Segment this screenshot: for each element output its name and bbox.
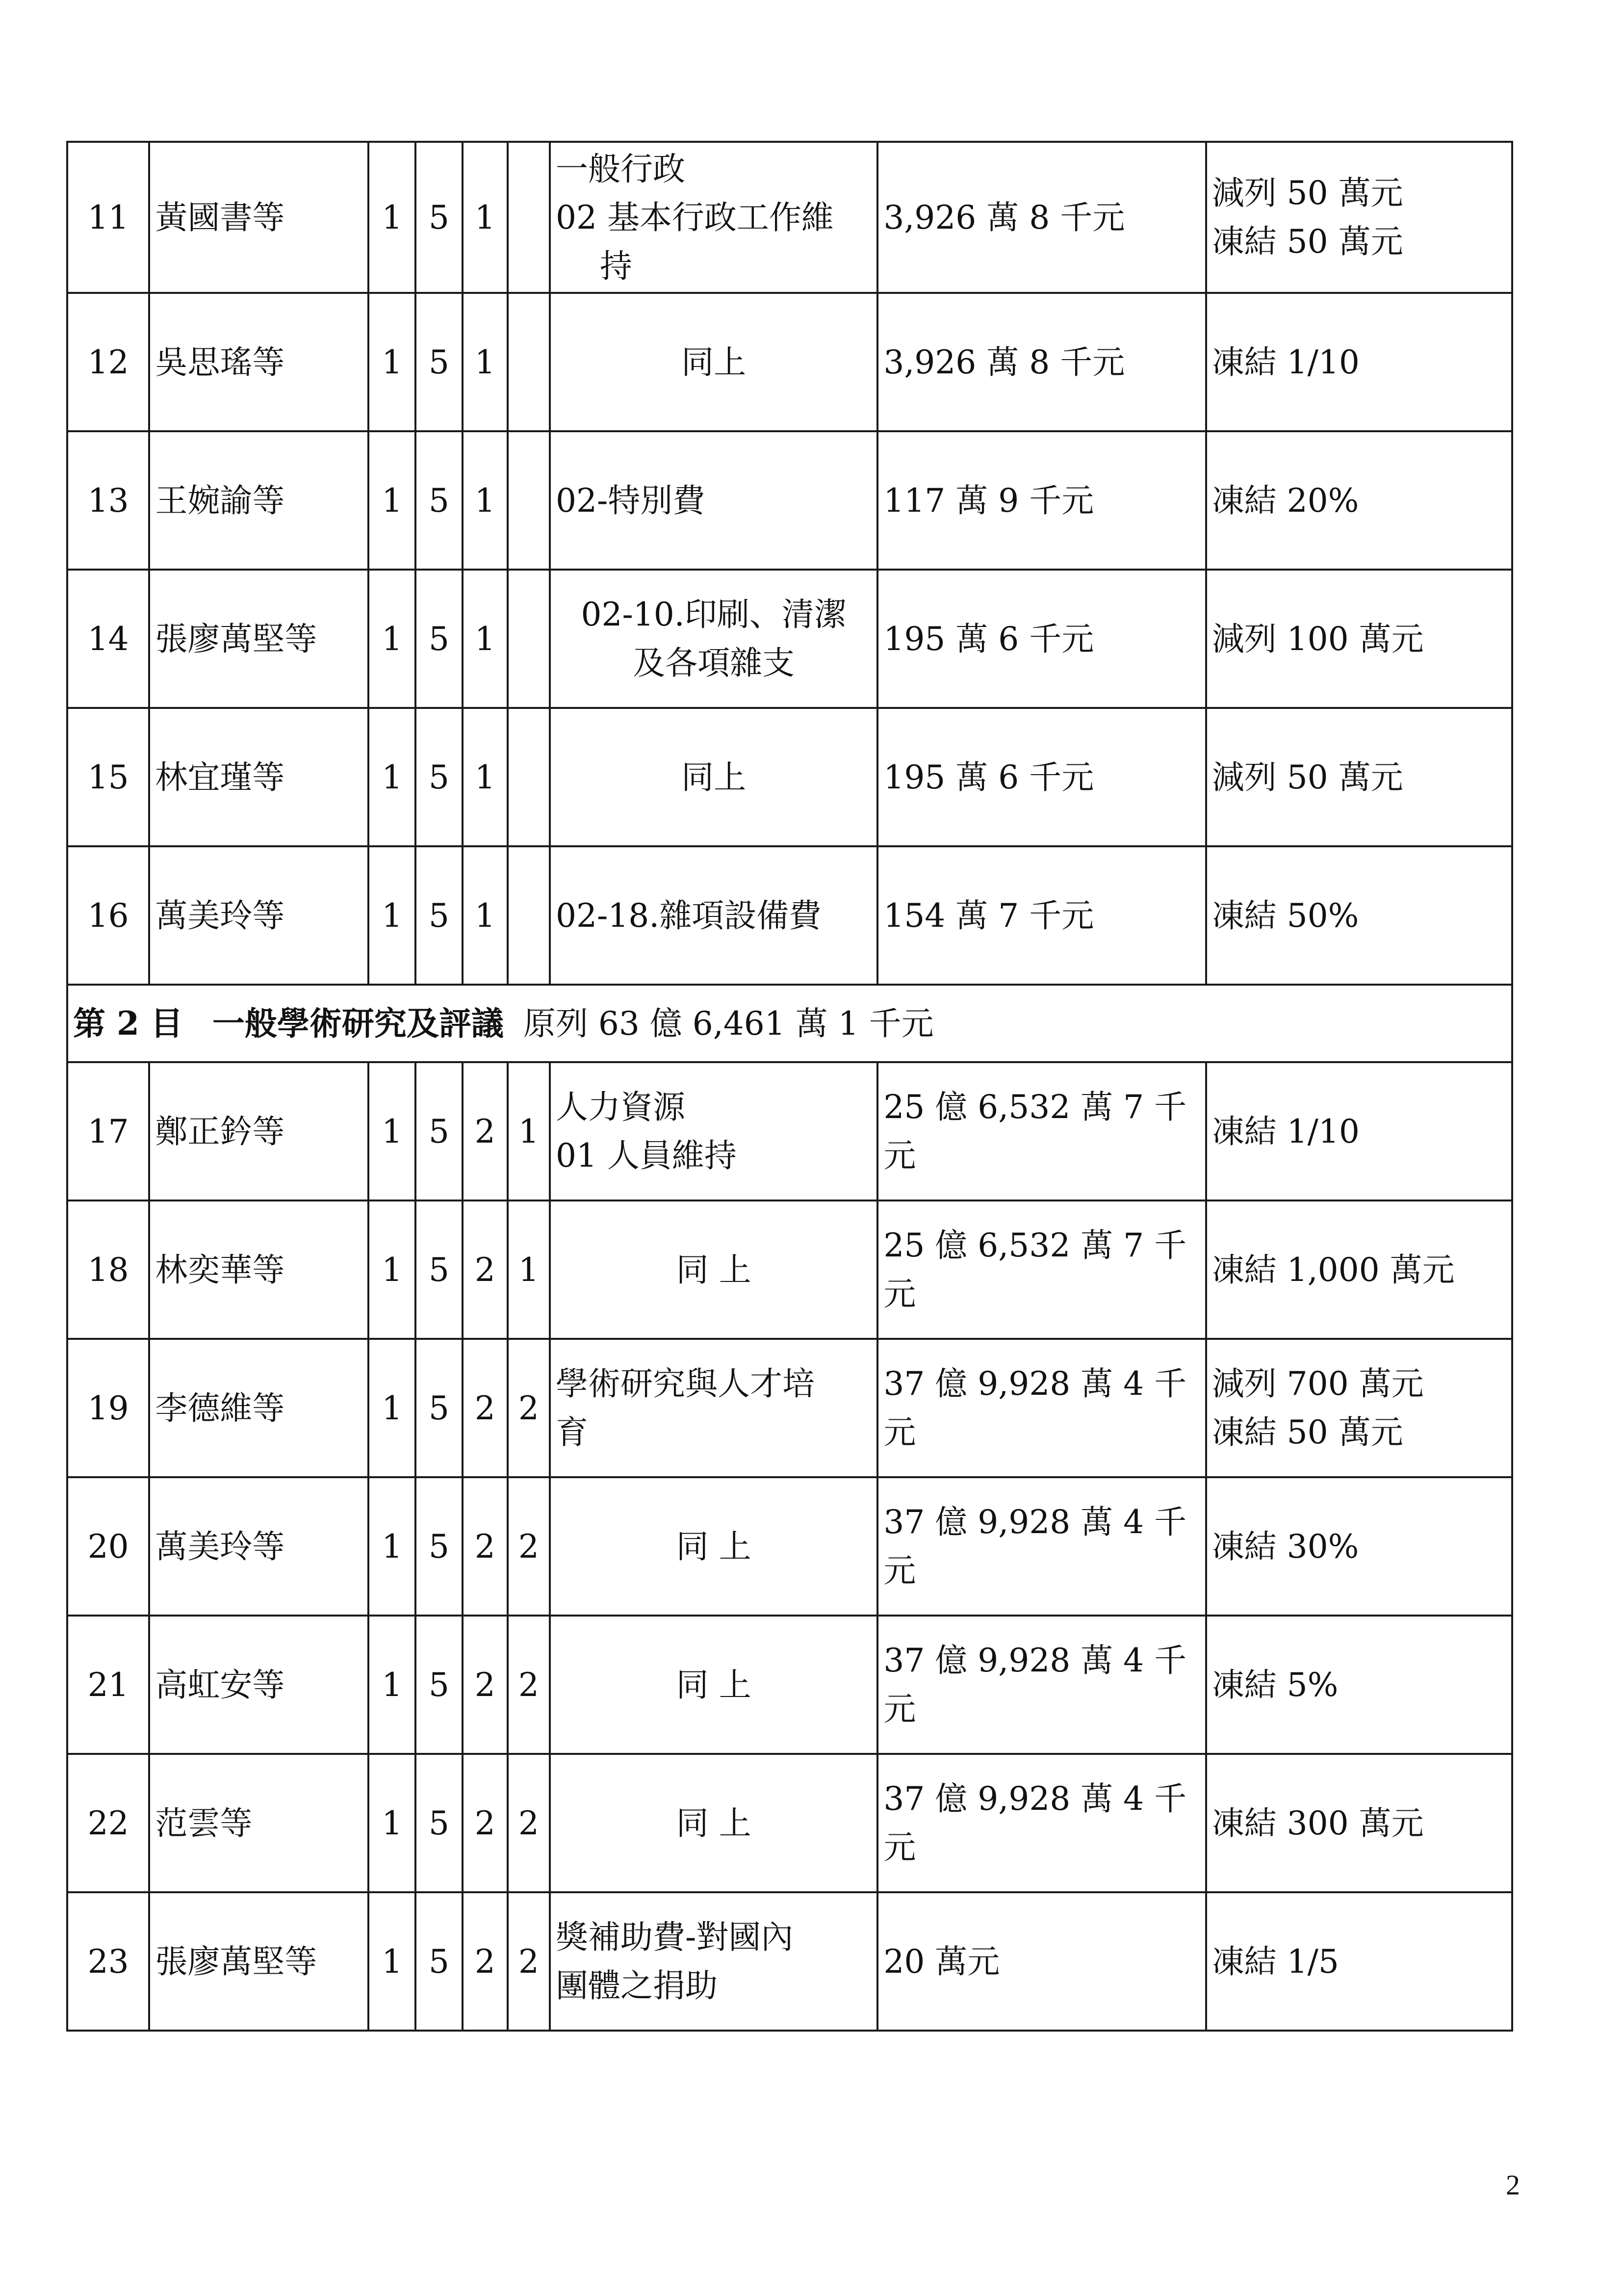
budget-amount — [877, 1200, 1206, 1339]
budget-resolution-table — [66, 141, 1513, 2032]
code-level-3: 1 — [463, 846, 508, 985]
budget-item-line: 育 — [555, 1413, 588, 1451]
code-level-2: 5 — [415, 142, 462, 293]
proposer-name: 范雲等 — [149, 1754, 368, 1892]
budget-item-line: 01 人員維持 — [555, 1137, 737, 1174]
table-body-after-section — [67, 1062, 1512, 2031]
code-level-1: 1 — [368, 142, 415, 293]
code-level-2: 5 — [415, 1477, 462, 1616]
code-level-3: 1 — [463, 708, 508, 846]
budget-amount-line: 20 萬元 — [883, 1942, 1000, 1981]
resolution-line: 凍結 1/10 — [1212, 343, 1360, 381]
budget-item-line: 同上 — [681, 758, 747, 796]
code-level-3: 2 — [463, 1477, 508, 1616]
code-level-2: 5 — [415, 1200, 462, 1339]
row-number: 23 — [67, 1892, 149, 2031]
proposer-name: 萬美玲等 — [149, 1477, 368, 1616]
table-row — [67, 1616, 1512, 1754]
budget-item-line: 一般行政 — [555, 150, 685, 188]
code-level-4: 2 — [508, 1616, 550, 1754]
code-level-2: 5 — [415, 846, 462, 985]
budget-item — [550, 1200, 877, 1339]
budget-item-line: 學術研究與人才培 — [555, 1365, 815, 1403]
code-level-1: 1 — [368, 1616, 415, 1754]
resolution-line: 凍結 1/10 — [1212, 1112, 1360, 1150]
section-header-body — [67, 985, 1512, 1062]
code-level-1: 1 — [368, 431, 415, 570]
code-level-4: 1 — [508, 1062, 550, 1200]
budget-item-line: 團體之捐助 — [555, 1967, 718, 2005]
code-level-3: 2 — [463, 1616, 508, 1754]
code-level-2: 5 — [415, 1062, 462, 1200]
table-row — [67, 293, 1512, 431]
proposer-name: 林奕華等 — [149, 1200, 368, 1339]
row-number: 12 — [67, 293, 149, 431]
resolution — [1206, 1754, 1512, 1892]
budget-item-line: 02 基本行政工作維 — [555, 198, 834, 236]
row-number: 19 — [67, 1339, 149, 1477]
budget-item — [550, 1062, 877, 1200]
section-label: 第 2 目 — [73, 1004, 183, 1043]
budget-amount — [877, 431, 1206, 570]
budget-amount-line: 37 億 9,928 萬 4 千 — [883, 1365, 1187, 1403]
code-level-3: 1 — [463, 293, 508, 431]
code-level-1: 1 — [368, 1754, 415, 1892]
table-row — [67, 846, 1512, 985]
budget-amount-line: 37 億 9,928 萬 4 千 — [883, 1642, 1187, 1679]
row-number: 11 — [67, 142, 149, 293]
proposer-name: 萬美玲等 — [149, 846, 368, 985]
resolution-line: 減列 50 萬元 — [1212, 758, 1403, 796]
resolution-line: 凍結 300 萬元 — [1212, 1804, 1424, 1842]
code-level-4 — [508, 142, 550, 293]
code-level-2: 5 — [415, 1892, 462, 2031]
proposer-name: 林宜瑾等 — [149, 708, 368, 846]
budget-item-line: 持 — [599, 247, 632, 285]
table-row — [67, 1754, 1512, 1892]
budget-amount — [877, 846, 1206, 985]
row-number: 17 — [67, 1062, 149, 1200]
code-level-2: 5 — [415, 1339, 462, 1477]
budget-item-line: 同上 — [681, 343, 747, 381]
budget-amount-line: 元 — [883, 1690, 916, 1728]
code-level-4 — [508, 570, 550, 708]
code-level-4 — [508, 293, 550, 431]
resolution-line: 減列 700 萬元 — [1212, 1365, 1424, 1403]
code-level-2: 5 — [415, 431, 462, 570]
budget-item-line: 02-18.雜項設備費 — [555, 896, 822, 935]
proposer-name: 黃國書等 — [149, 142, 368, 293]
code-level-1: 1 — [368, 1200, 415, 1339]
code-level-1: 1 — [368, 1339, 415, 1477]
budget-item-line: 同 上 — [676, 1251, 751, 1289]
budget-item-line: 獎補助費-對國內 — [555, 1918, 794, 1956]
budget-amount-line: 3,926 萬 8 千元 — [883, 198, 1125, 236]
proposer-name: 吳思瑤等 — [149, 293, 368, 431]
resolution-line: 凍結 5% — [1212, 1666, 1339, 1704]
code-level-2: 5 — [415, 293, 462, 431]
budget-amount-line: 元 — [883, 1828, 916, 1866]
budget-amount-line: 元 — [883, 1137, 916, 1174]
row-number: 18 — [67, 1200, 149, 1339]
resolution — [1206, 1616, 1512, 1754]
budget-item — [550, 1616, 877, 1754]
code-level-2: 5 — [415, 1754, 462, 1892]
code-level-4: 2 — [508, 1754, 550, 1892]
code-level-1: 1 — [368, 570, 415, 708]
budget-amount-line: 154 萬 7 千元 — [883, 896, 1094, 935]
resolution — [1206, 1477, 1512, 1616]
budget-item — [550, 570, 877, 708]
table-row — [67, 1892, 1512, 2031]
proposer-name: 張廖萬堅等 — [149, 570, 368, 708]
budget-amount — [877, 708, 1206, 846]
resolution-line: 減列 100 萬元 — [1212, 620, 1424, 658]
budget-item — [550, 1754, 877, 1892]
budget-amount — [877, 1477, 1206, 1616]
budget-amount — [877, 570, 1206, 708]
budget-item — [550, 431, 877, 570]
row-number: 22 — [67, 1754, 149, 1892]
table-row — [67, 1200, 1512, 1339]
budget-amount — [877, 1062, 1206, 1200]
budget-item — [550, 1477, 877, 1616]
code-level-1: 1 — [368, 293, 415, 431]
code-level-4 — [508, 846, 550, 985]
section-header-cell — [67, 985, 1512, 1062]
budget-item-line: 及各項雜支 — [633, 644, 795, 682]
budget-amount — [877, 1339, 1206, 1477]
budget-item — [550, 293, 877, 431]
code-level-4: 2 — [508, 1339, 550, 1477]
code-level-3: 1 — [463, 431, 508, 570]
budget-amount-line: 37 億 9,928 萬 4 千 — [883, 1780, 1187, 1818]
budget-amount-line: 37 億 9,928 萬 4 千 — [883, 1503, 1187, 1541]
resolution — [1206, 142, 1512, 293]
budget-amount-line: 25 億 6,532 萬 7 千 — [883, 1226, 1187, 1264]
code-level-3: 2 — [463, 1892, 508, 2031]
budget-item — [550, 708, 877, 846]
budget-item — [550, 142, 877, 293]
code-level-1: 1 — [368, 1477, 415, 1616]
budget-amount-line: 195 萬 6 千元 — [883, 620, 1094, 658]
table-row — [67, 570, 1512, 708]
resolution — [1206, 708, 1512, 846]
budget-amount — [877, 1754, 1206, 1892]
resolution-line: 凍結 1,000 萬元 — [1212, 1251, 1455, 1289]
resolution — [1206, 570, 1512, 708]
table-body-before-section — [67, 142, 1512, 985]
code-level-1: 1 — [368, 846, 415, 985]
budget-item-line: 同 上 — [676, 1804, 751, 1842]
code-level-3: 2 — [463, 1339, 508, 1477]
section-original-amount: 原列 63 億 6,461 萬 1 千元 — [523, 1004, 934, 1043]
resolution — [1206, 431, 1512, 570]
resolution-line: 凍結 20% — [1212, 481, 1359, 520]
code-level-3: 2 — [463, 1200, 508, 1339]
proposer-name: 王婉諭等 — [149, 431, 368, 570]
budget-amount — [877, 1616, 1206, 1754]
table-row — [67, 708, 1512, 846]
resolution-line: 凍結 50 萬元 — [1212, 223, 1403, 261]
page-number: 2 — [1506, 2169, 1520, 2201]
budget-item — [550, 846, 877, 985]
resolution — [1206, 1892, 1512, 2031]
budget-item-line: 02-10.印刷、清潔 — [581, 596, 847, 633]
resolution — [1206, 1062, 1512, 1200]
budget-amount — [877, 293, 1206, 431]
budget-amount-line: 元 — [883, 1275, 916, 1313]
table-row — [67, 142, 1512, 293]
budget-item-line: 同 上 — [676, 1527, 751, 1565]
proposer-name: 高虹安等 — [149, 1616, 368, 1754]
row-number: 20 — [67, 1477, 149, 1616]
proposer-name: 李德維等 — [149, 1339, 368, 1477]
budget-amount-line: 117 萬 9 千元 — [883, 481, 1094, 520]
budget-item — [550, 1339, 877, 1477]
table-row — [67, 431, 1512, 570]
section-title: 一般學術研究及評議 — [212, 1004, 504, 1043]
row-number: 16 — [67, 846, 149, 985]
resolution-line: 凍結 50 萬元 — [1212, 1413, 1403, 1451]
budget-amount — [877, 142, 1206, 293]
resolution-line: 減列 50 萬元 — [1212, 174, 1403, 212]
resolution-line: 凍結 50% — [1212, 896, 1359, 935]
budget-item-line: 02-特別費 — [555, 481, 705, 520]
row-number: 13 — [67, 431, 149, 570]
budget-amount-line: 3,926 萬 8 千元 — [883, 343, 1125, 381]
resolution — [1206, 1339, 1512, 1477]
code-level-4 — [508, 431, 550, 570]
resolution — [1206, 846, 1512, 985]
code-level-3: 2 — [463, 1062, 508, 1200]
code-level-3: 2 — [463, 1754, 508, 1892]
code-level-4 — [508, 708, 550, 846]
resolution-line: 凍結 30% — [1212, 1527, 1359, 1565]
proposer-name: 張廖萬堅等 — [149, 1892, 368, 2031]
budget-amount-line: 元 — [883, 1552, 916, 1590]
resolution — [1206, 1200, 1512, 1339]
resolution — [1206, 293, 1512, 431]
resolution-line: 凍結 1/5 — [1212, 1942, 1339, 1981]
code-level-2: 5 — [415, 570, 462, 708]
code-level-1: 1 — [368, 708, 415, 846]
budget-amount-line: 元 — [883, 1413, 916, 1451]
budget-item-line: 人力資源 — [555, 1088, 685, 1126]
budget-item — [550, 1892, 877, 2031]
section-header-row — [67, 985, 1512, 1062]
budget-amount — [877, 1892, 1206, 2031]
budget-amount-line: 25 億 6,532 萬 7 千 — [883, 1088, 1187, 1126]
budget-amount-line: 195 萬 6 千元 — [883, 758, 1094, 796]
code-level-1: 1 — [368, 1892, 415, 2031]
table-row — [67, 1339, 1512, 1477]
code-level-4: 2 — [508, 1477, 550, 1616]
code-level-4: 2 — [508, 1892, 550, 2031]
row-number: 15 — [67, 708, 149, 846]
code-level-2: 5 — [415, 1616, 462, 1754]
code-level-1: 1 — [368, 1062, 415, 1200]
table-row — [67, 1477, 1512, 1616]
code-level-3: 1 — [463, 570, 508, 708]
row-number: 21 — [67, 1616, 149, 1754]
table-row — [67, 1062, 1512, 1200]
proposer-name: 鄭正鈐等 — [149, 1062, 368, 1200]
row-number: 14 — [67, 570, 149, 708]
code-level-2: 5 — [415, 708, 462, 846]
code-level-3: 1 — [463, 142, 508, 293]
budget-item-line: 同 上 — [676, 1666, 751, 1704]
code-level-4: 1 — [508, 1200, 550, 1339]
